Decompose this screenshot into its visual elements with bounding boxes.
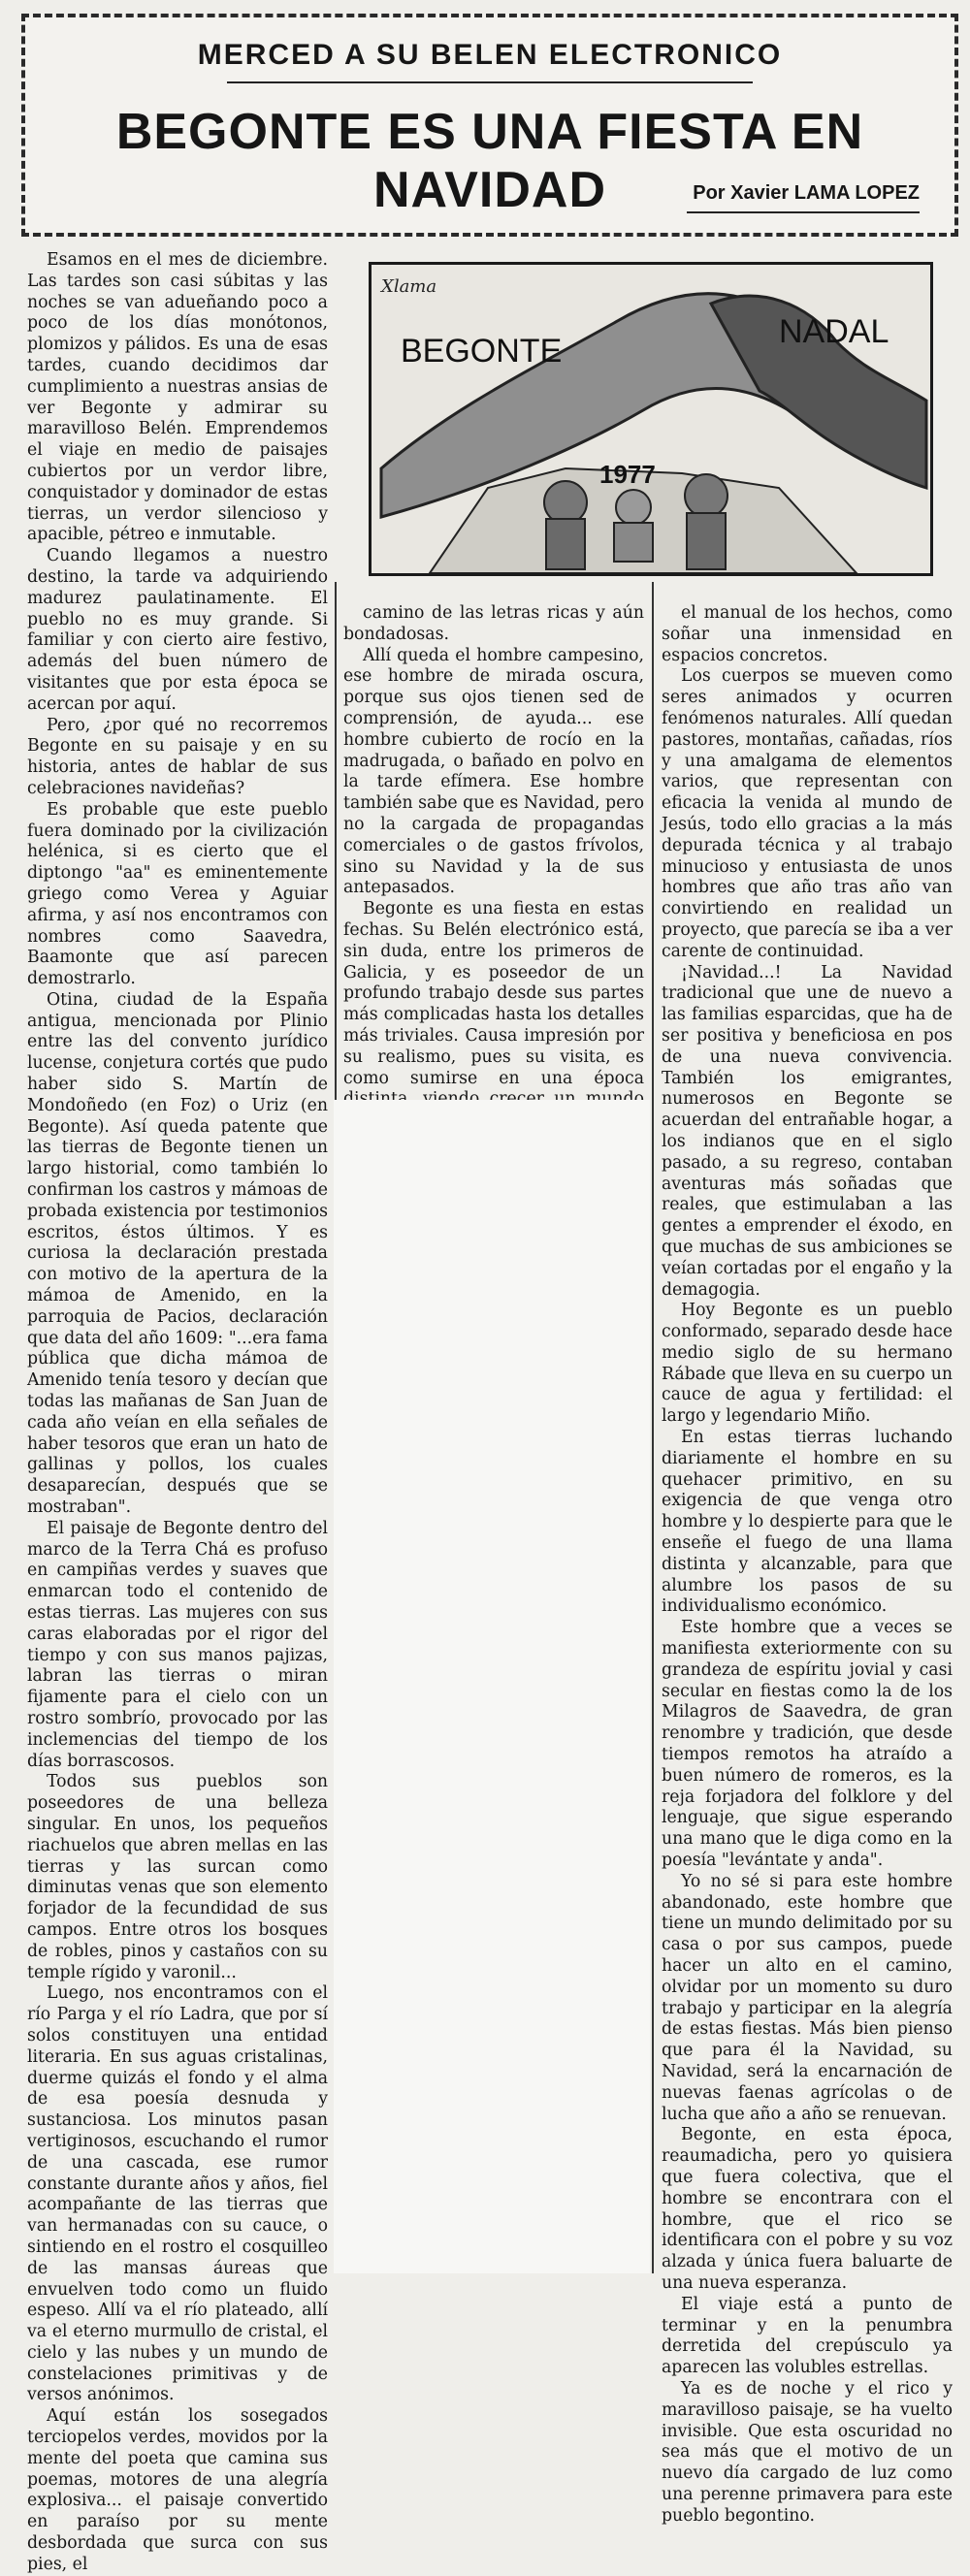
paragraph: Esamos en el mes de diciembre. Las tardes son casi súbitas y las noches se van adueñando poco a poco de los días monótonos, plomizos y pálidos. Es una de esas tardes, cuando decidimos dar cumplimiento a nuestras ansias de ver Begonte y admirar su maravilloso Belén. Emprendemos el viaje en medio de paisajes cubiertos por un verdor libre, conquistador y dominador de estas tierras, un verdor silencioso y apacible, pétreo e inmutable. xyxy=(27,250,328,545)
paragraph: El viaje está a punto de terminar y en la penumbra derretida del crepúsculo ya aparecen las volubles estrellas. xyxy=(662,2294,953,2378)
paragraph: Hoy Begonte es un pueblo conformado, separado desde hace medio siglo de su hermano Rábade que lleva en su cuerpo un cauce de agua y fertilidad: el largo y legendario Miño. xyxy=(662,1301,953,1427)
column-1 xyxy=(27,250,328,2574)
paragraph: Ya es de noche y el rico y maravilloso paisaje, se ha vuelto invisible. Que esta oscuridad no sea más que el motivo de un nuevo día cargado de luz como una perenne primavera para este pueblo begontino. xyxy=(662,2378,953,2526)
paragraph: Allí queda el hombre campesino, ese hombre de mirada oscura, porque sus ojos tienen sed de comprensión, de ayuda... ese hombre cubierto de rocío en la madrugada, o bañado en polvo en la tarde efímera. Ese hombre también sabe que es Navidad, pero no la cargada de propagandas comerciales o de gastos frívolos, sino su Navidad y la de sus antepasados. xyxy=(343,645,644,898)
paragraph: Begonte, en esta época, reaumadicha, pero yo quisiera que fuera colectiva, que el hombre se encontrara con el hombre, que el rico se identificara con el pobre y su voz alzada y única fuera baluarte de una nueva esperanza. xyxy=(662,2125,953,2293)
byline-rule xyxy=(687,211,920,213)
manger xyxy=(614,523,653,562)
kicker: MERCED A SU BELEN ELECTRONICO xyxy=(197,39,783,71)
paragraph: Begonte es una fiesta en estas fechas. Su Belén electrónico está, sin duda, entre los primeros de Galicia, y es poseedor de un profundo trabajo desde sus partes más complicadas hasta los detalles más triviales. Causa impresión por su realismo, pues su visita, es como sumirse en una época xyxy=(343,899,644,1088)
paragraph: Luego, nos encontramos con el río Parga y el río Ladra, que por sí solos constituyen una entidad literaria. En sus aguas cristalinas, duerme quizás el fondo y el alma de esa poesía desnuda y sustanciosa. Los minutos pasan vertiginosos, escuchando el rumor de una cascada, ese rumor constante durante años y años, fiel acompañante de las tierras que van hermanadas con su cauce, o sintiendo en el rostro el cosquilleo de las mansas áureas que envuelven todo como un fluido espeso. Allí va el río plateado, allí va el eterno murmullo de cristal, el cielo y las nubes y un mundo de constelaciones primitivas y de versos anónimos. xyxy=(27,1983,328,2405)
byline: Por Xavier LAMA LOPEZ xyxy=(693,182,920,204)
begonte-word: BEGONTE xyxy=(401,333,563,370)
paragraph: Yo no sé si para este hombre abandonado, este hombre que tiene un mundo delimitado por su casa o por sus campos, puede hacer un alto en el camino, olvidar por un momento su duro trabajo y participar en la alegría de estas fiestas. Más bien pienso que para él la Navidad, su Navidad, será la encarnación de nuevas faenas agrícolas o de lucha que año a año se renuevan. xyxy=(662,1871,953,2124)
blank-area xyxy=(334,1100,650,2273)
paragraph: Es probable que este pueblo fuera dominado por la civilización helénica, si es cierto que el diptongo "aa" es eminentemente griego como Verea y Aguiar afirma, y así nos encontramos con nombres como Saavedra, Baamonte que así parecen demostrarlo. xyxy=(27,799,328,989)
kicker-rule xyxy=(227,81,753,83)
paragraph: Los cuerpos se mueven como seres animados y ocurren fenómenos naturales. Allí quedan pastores, montañas, cañadas, ríos y una amalgama de elementos varios, que representan con eficacia la venida al mundo de Jesús, todo ello gracias a la más depurada técnica y al trabajo minucioso y entusiasta de unos hombres que año tras año van convirtiendo en realidad un proyecto, que parecía se iba a ver carente de continuidad. xyxy=(662,666,953,961)
headline: BEGONTE ES UNA FIESTA EN NAVIDAD xyxy=(115,104,864,218)
year-label: 1977 xyxy=(599,460,656,489)
figure-left xyxy=(544,481,587,524)
paragraph: El paisaje de Begonte dentro del marco de la Terra Chá es profuso en campiñas verdes y suaves que enmarcan todo el contenido de estas tierras. Las mujeres con sus caras elaboradas por el rigor del tiempo y con sus manos pajizas, labran las tierras o miran fijamente para el cielo con un rostro sombrío, provocado por las inclemencias del tiempo de los días borrascosos. xyxy=(27,1518,328,1771)
paragraph: ¡Navidad...! La Navidad tradicional que une de nuevo a las familias esparcidas, que ha de ser positiva y beneficiosa en pos de una nueva convivencia. También los emigrantes, numerosos en Begonte se acuerdan del entrañable hogar, a los indianos que en el siglo pasado, a su regreso, contaban aventuras más soñadas que reales, que estimulaban a las gentes a emprender el éxodo, en que muchas de sus ambiciones se veían cortadas por el engaño y la demagogia. xyxy=(662,962,953,1300)
paragraph: camino de las letras ricas y aún bondadosas. xyxy=(343,603,644,644)
paragraph: Otina, ciudad de la España antigua, mencionada por Plinio entre las del convento jurídico lucense, conjetura cortés que pudo haber sido S. Martín de Mondoñedo (en Foz) o Uriz (en Begonte). Así queda patente que las tierras de Begonte tienen un largo historial, como también lo confirman los castros y mámoas de probada existencia por testimonios escritos, éstos últimos. Y es curiosa la declaración prestada con motivo de la apertura de la mámoa de Amenido, en la parroquia de Pacios, declaración que data del año 1609: "...era fama pública que dicha mámoa de Amenido tenía tesoro y decían que todas las mañanas de San Juan de cada año veían en ella señales de haber tesoros que eran un hato de gallinas y pollos, los cuales desaparecían, después que se mostraban". xyxy=(27,989,328,1518)
column-2 xyxy=(343,603,644,1100)
paragraph: el manual de los hechos, como soñar una inmensidad en espacios concretos. xyxy=(662,603,953,665)
paragraph: Este hombre que a veces se manifiesta exteriormente con su grandeza de espíritu jovial y casi secular en fiestas como la de los Milagros de Saavedra, de gran renombre y tradición, que desde tiempos remotos ha atraído a buen número de romeros, es la reja forjadora del folklore y del lenguaje, que sigue esperando una mano que le diga como en la poesía "levántate y anda". xyxy=(662,1618,953,1871)
figure-right-body xyxy=(687,513,726,569)
paragraph: Pero, ¿por qué no recorremos Begonte en su paisaje y en su historia, antes de hablar de sus celebraciones navideñas? xyxy=(27,715,328,798)
column-3 xyxy=(662,603,953,2526)
paragraph: Aquí están los sosegados terciopelos verdes, movidos por la mente del poeta que camina sus poemas, motores de una alegría explosiva... el paisaje convertido en paraíso por su mente desbordada que surca con sus pies, el xyxy=(27,2406,328,2574)
child-figure xyxy=(616,490,651,525)
paragraph: Cuando llegamos a nuestro destino, la tarde va adquiriendo madurez paulatinamente. El pueblo no es muy grande. Si familiar y con cierto aire festivo, además del buen número de visitantes que por esta época se acercan por aquí. xyxy=(27,546,328,714)
paragraph: En estas tierras luchando diariamente el hombre en su quehacer primitivo, en su exigencia de que venga otro hombre y lo despierte para que le enseñe el fuego de una llama distinta y alcanzable, para que alumbre los pasos de su individualismo económico. xyxy=(662,1428,953,1617)
hand-holding-village-drawing xyxy=(372,265,930,573)
column-divider-2 xyxy=(652,582,654,2273)
nadal-word: NADAL xyxy=(779,313,889,350)
artist-signature: Xlama xyxy=(381,276,437,297)
paragraph: Todos sus pueblos son poseedores de una belleza singular. En unos, los pequeños riachuelos que abren mellas en las tierras y las surcan como diminutas venas que son elemento forjador de la fecundidad de sus campos. Entre otros los bosques de robles, pinos y castaños con su temple rígido y varonil... xyxy=(27,1772,328,1982)
illustration xyxy=(369,262,933,576)
figure-right xyxy=(685,474,728,517)
article-header-box xyxy=(21,14,958,237)
figure-left-body xyxy=(546,519,585,569)
